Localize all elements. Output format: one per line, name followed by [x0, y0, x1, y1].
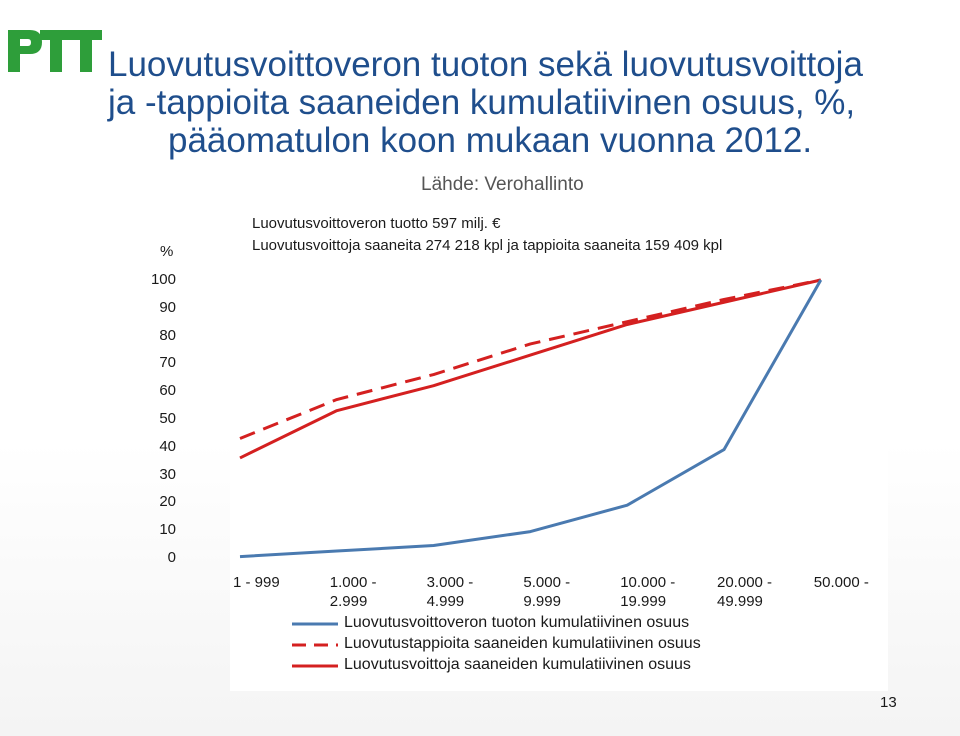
- x-tick-label: [330, 573, 377, 611]
- x-tick-line-1: 20.000 -: [717, 574, 773, 591]
- y-tick-label: 60: [159, 382, 176, 400]
- y-axis-label: %: [160, 243, 174, 260]
- x-tick-line-1: 3.000 -: [426, 574, 474, 591]
- x-tick-line-2: 19.999: [620, 593, 667, 610]
- x-tick-label: [427, 573, 474, 611]
- ptt-logo: [6, 26, 104, 76]
- title-line-1: Luovutusvoittoveron tuoton sekä luovutusvoittoja: [108, 45, 863, 84]
- x-tick-line-2: 4.999: [426, 593, 465, 610]
- x-tick-label: [814, 573, 869, 592]
- y-tick-label: 10: [159, 521, 176, 539]
- x-tick-line-2: 2.999: [329, 593, 368, 610]
- x-tick-label: [717, 573, 772, 611]
- y-tick-label: 50: [159, 410, 176, 427]
- y-tick-label: 100: [150, 271, 176, 288]
- y-tick-label: 20: [159, 493, 176, 511]
- logo-text: PTT: [6, 26, 8, 27]
- x-tick-line-1: 5.000 -: [523, 574, 571, 591]
- y-tick-label: 40: [159, 437, 176, 455]
- x-tick-line-2: 9.999: [523, 593, 561, 610]
- x-tick-line-1: 10.000 -: [620, 574, 676, 591]
- legend-swatch: [292, 660, 338, 672]
- x-tick-line-1: 1.000 -: [329, 574, 377, 591]
- y-tick-label: 30: [159, 465, 176, 483]
- chart-note-tax-yield: Luovutusvoittoveron tuotto 597 milj. €: [252, 215, 501, 232]
- chart-note-counts: Luovutusvoittoja saaneita 274 218 kpl ja tappioita saaneita 159 409 kpl: [252, 237, 723, 254]
- legend-label: Luovutustappioita saaneiden kumulatiivinen osuus: [344, 635, 701, 652]
- x-tick-label: [233, 573, 280, 592]
- y-tick-label: 70: [159, 354, 176, 372]
- source-label: Lähde: Verohallinto: [421, 174, 584, 195]
- x-tick-label: [620, 573, 675, 611]
- y-tick-label: 90: [159, 298, 176, 316]
- x-tick-line-2: 49.999: [717, 593, 763, 610]
- legend-swatch: [292, 639, 338, 651]
- page-title: [108, 46, 948, 160]
- x-tick-line-1: 1 - 999: [233, 574, 280, 591]
- x-tick-label: [523, 573, 570, 611]
- page-number: 13: [880, 694, 897, 711]
- legend-label: Luovutusvoittoveron tuoton kumulatiivinen osuus: [344, 614, 690, 631]
- legend-label: Luovutusvoittoja saaneiden kumulatiivinen osuus: [344, 656, 691, 673]
- y-tick-label: 80: [159, 326, 176, 344]
- title-line-2: ja -tappioita saaneiden kumulatiivinen osuus, %,: [108, 83, 856, 122]
- legend-swatch: [292, 618, 338, 630]
- title-line-3: pääomatulon koon mukaan vuonna 2012.: [168, 121, 813, 160]
- x-tick-line-1: 50.000 -: [813, 574, 869, 591]
- y-tick-label: 0: [167, 549, 176, 566]
